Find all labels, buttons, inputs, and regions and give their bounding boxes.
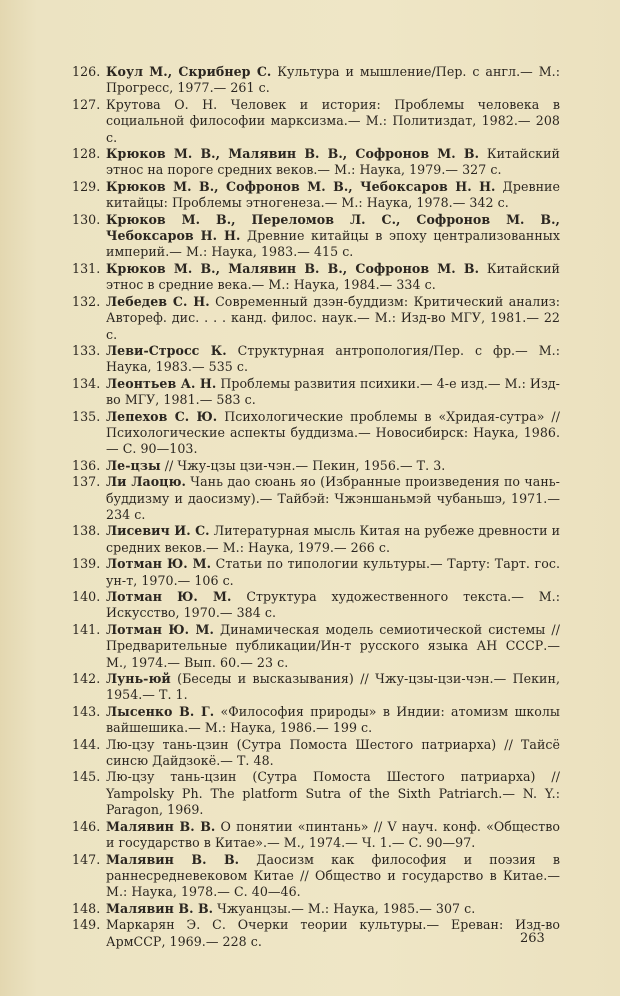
entry-author: Крюков М. В., Переломов Л. С., Софронов М. В., Чебоксаров Н. Н. bbox=[106, 211, 560, 244]
entry-author: Лотман Ю. М. bbox=[106, 621, 214, 637]
entry-text: Китайский этнос на пороге средних веков.— М.: Наука, 1979.— 327 с. bbox=[106, 146, 560, 178]
entry-number: 144. bbox=[72, 736, 101, 752]
entry-number: 134. bbox=[72, 375, 101, 391]
entry-text: Психологические проблемы в «Хридая-сутра» // Психологические аспекты буддизма.— Новосибирск: Наука, 1986.— С. 90—103. bbox=[106, 408, 560, 457]
bibliography-entry bbox=[72, 769, 560, 818]
bibliography-entry bbox=[72, 376, 560, 409]
entry-text: (Беседы и высказывания) // Чжу-цзы-цзи-чэн.— Пекин, 1954.— Т. 1. bbox=[106, 671, 560, 703]
entry-text: Лю-цзу тань-цзин (Сутра Помоста Шестого патриарха) // Yampolsky Ph. The platform Sutra of the Sixth Patriarch.— N. Y.: Paragon, 1969. bbox=[106, 769, 560, 818]
entry-author: Крюков М. В., Софронов М. В., Чебоксаров Н. Н. bbox=[106, 178, 496, 194]
entry-text: О понятии «пинтань» // V науч. конф. «Общество и государство в Китае».— М., 1974.— Ч. 1.— С. 90—97. bbox=[106, 818, 560, 851]
bibliography-entry bbox=[72, 146, 560, 179]
entry-number: 137. bbox=[72, 474, 101, 490]
bibliography-entry bbox=[72, 261, 560, 294]
entry-text: Китайский этнос в средние века.— М.: Наука, 1984.— 334 с. bbox=[106, 260, 560, 293]
entry-text: Древние китайцы в эпоху централизованных империй.— М.: Наука, 1983.— 415 с. bbox=[106, 228, 560, 260]
bibliography-entry bbox=[72, 556, 560, 589]
bibliography-entry bbox=[72, 901, 560, 917]
entry-number: 136. bbox=[72, 457, 101, 473]
entry-number: 138. bbox=[72, 523, 101, 539]
entry-author: Малявин В. В. bbox=[106, 900, 214, 916]
entry-author: Лысенко В. Г. bbox=[106, 703, 215, 719]
entry-author: Леонтьев А. Н. bbox=[106, 375, 217, 391]
entry-text: Лю-цзу тань-цзин (Сутра Помоста Шестого патриарха) // Тайсё синсю Дайдзокё.— Т. 48. bbox=[106, 736, 560, 769]
entry-text: Даосизм как философия и поэзия в раннесредневековом Китае // Общество и государство в Китае.— М.: Наука, 1978.— С. 40—46. bbox=[106, 851, 560, 900]
entry-author: Лунь-юй bbox=[106, 671, 171, 687]
entry-number: 140. bbox=[72, 589, 101, 604]
bibliography-entry bbox=[72, 704, 560, 737]
entry-text: Маркарян Э. С. Очерки теории культуры.— Ереван: Изд-во АрмССР, 1969.— 228 с. bbox=[106, 917, 560, 949]
bibliography-entry bbox=[72, 409, 560, 458]
entry-text: Структура художественного текста.— М.: Искусство, 1970.— 384 с. bbox=[106, 589, 560, 621]
entry-author: Лебедев С. Н. bbox=[106, 293, 210, 309]
entry-author: Лепехов С. Ю. bbox=[106, 408, 218, 424]
entry-text: Статьи по типологии культуры.— Тарту: Тарт. гос. ун-т, 1970.— 106 с. bbox=[106, 556, 560, 588]
entry-author: Коул М., Скрибнер С. bbox=[106, 64, 272, 79]
entry-number: 126. bbox=[72, 64, 101, 79]
entry-author: Лотман Ю. М. bbox=[106, 589, 232, 604]
bibliography-entry bbox=[72, 622, 560, 671]
entry-number: 142. bbox=[72, 671, 101, 687]
bibliography-entry bbox=[72, 852, 560, 901]
bibliography-entry bbox=[72, 671, 560, 704]
entry-author: Ли Лаоцю. bbox=[106, 474, 186, 490]
entry-author: Малявин В. В. bbox=[106, 851, 240, 867]
entry-text: Литературная мысль Китая на рубеже древности и средних веков.— М.: Наука, 1979.— 266 с. bbox=[106, 523, 561, 555]
bibliography-entry bbox=[72, 523, 560, 556]
bibliography-entry bbox=[72, 474, 560, 523]
entry-text: Чжуанцзы.— М.: Наука, 1985.— 307 с. bbox=[213, 900, 476, 916]
entry-number: 132. bbox=[72, 293, 101, 309]
entry-text: «Философия природы» в Индии: атомизм школы вайшешика.— М.: Наука, 1986.— 199 с. bbox=[106, 703, 560, 736]
entry-author: Лисевич И. С. bbox=[106, 523, 210, 539]
entry-number: 131. bbox=[72, 260, 101, 276]
bibliography-entry bbox=[72, 179, 560, 212]
entry-number: 143. bbox=[72, 703, 101, 719]
entry-text: // Чжу-цзы цзи-чэн.— Пекин, 1956.— Т. 3. bbox=[160, 457, 446, 473]
entry-author: Леви-Стросс К. bbox=[106, 342, 227, 358]
entry-number: 146. bbox=[72, 818, 101, 834]
entry-text: Крутова О. Н. Человек и история: Проблемы человека в социальной философии марксизма.— М.: Политиздат, 1982.— 208 с. bbox=[106, 96, 560, 145]
bibliography-entry bbox=[72, 737, 560, 770]
entry-text: Культура и мышление/Пер. с англ.— М.: Прогресс, 1977.— 261 с. bbox=[106, 64, 560, 96]
bibliography-entry bbox=[72, 917, 560, 950]
entry-number: 145. bbox=[72, 769, 101, 785]
entry-author: Крюков М. В., Малявин В. В., Софронов М. В. bbox=[106, 260, 480, 276]
bibliography-entry bbox=[72, 343, 560, 376]
entry-text: Проблемы развития психики.— 4-е изд.— М.: Изд-во МГУ, 1981.— 583 с. bbox=[106, 375, 560, 408]
entry-author: Лотман Ю. М. bbox=[106, 556, 212, 572]
bibliography-entry bbox=[72, 589, 560, 622]
entry-number: 129. bbox=[72, 178, 101, 194]
entry-number: 139. bbox=[72, 556, 101, 572]
bibliography-entry bbox=[72, 97, 560, 146]
entry-number: 141. bbox=[72, 621, 101, 637]
bibliography-entry bbox=[72, 64, 560, 97]
entry-number: 147. bbox=[72, 851, 101, 867]
entry-text: Чань дао сюань яо (Избранные произведения по чань-буддизму и даосизму).— Тайбэй: Чжэншаньмэй чубаньшэ, 1971.— 234 с. bbox=[106, 474, 560, 522]
entry-text: Динамическая модель семиотической системы // Предварительные публикации/Ин-т русского языка АН СССР.— М., 1974.— Вып. 60.— 23 с. bbox=[106, 621, 560, 670]
bibliography-entry bbox=[72, 294, 560, 343]
entry-number: 127. bbox=[72, 96, 101, 112]
entry-author: Малявин В. В. bbox=[106, 818, 216, 834]
entry-author: Ле-цзы bbox=[106, 457, 161, 473]
entry-author: Крюков М. В., Малявин В. В., Софронов М. В. bbox=[106, 146, 480, 162]
entry-text: Современный дзэн-буддизм: Критический анализ: Автореф. дис. . . . канд. филос. наук.— М.: Изд-во МГУ, 1981.— 22 с. bbox=[106, 293, 560, 342]
entry-number: 133. bbox=[72, 342, 101, 358]
bibliography-list bbox=[72, 64, 560, 950]
bibliography-entry bbox=[72, 819, 560, 852]
entry-number: 130. bbox=[72, 211, 101, 227]
entry-number: 149. bbox=[72, 917, 101, 933]
page-number: 263 bbox=[520, 931, 545, 946]
bibliography-entry bbox=[72, 458, 560, 474]
entry-number: 148. bbox=[72, 900, 101, 916]
entry-text: Древние китайцы: Проблемы этногенеза.— М.: Наука, 1978.— 342 с. bbox=[106, 178, 560, 211]
bibliography-entry bbox=[72, 212, 560, 261]
entry-number: 135. bbox=[72, 408, 101, 424]
entry-number: 128. bbox=[72, 146, 101, 162]
entry-text: Структурная антропология/Пер. с фр.— М.: Наука, 1983.— 535 с. bbox=[106, 342, 561, 375]
